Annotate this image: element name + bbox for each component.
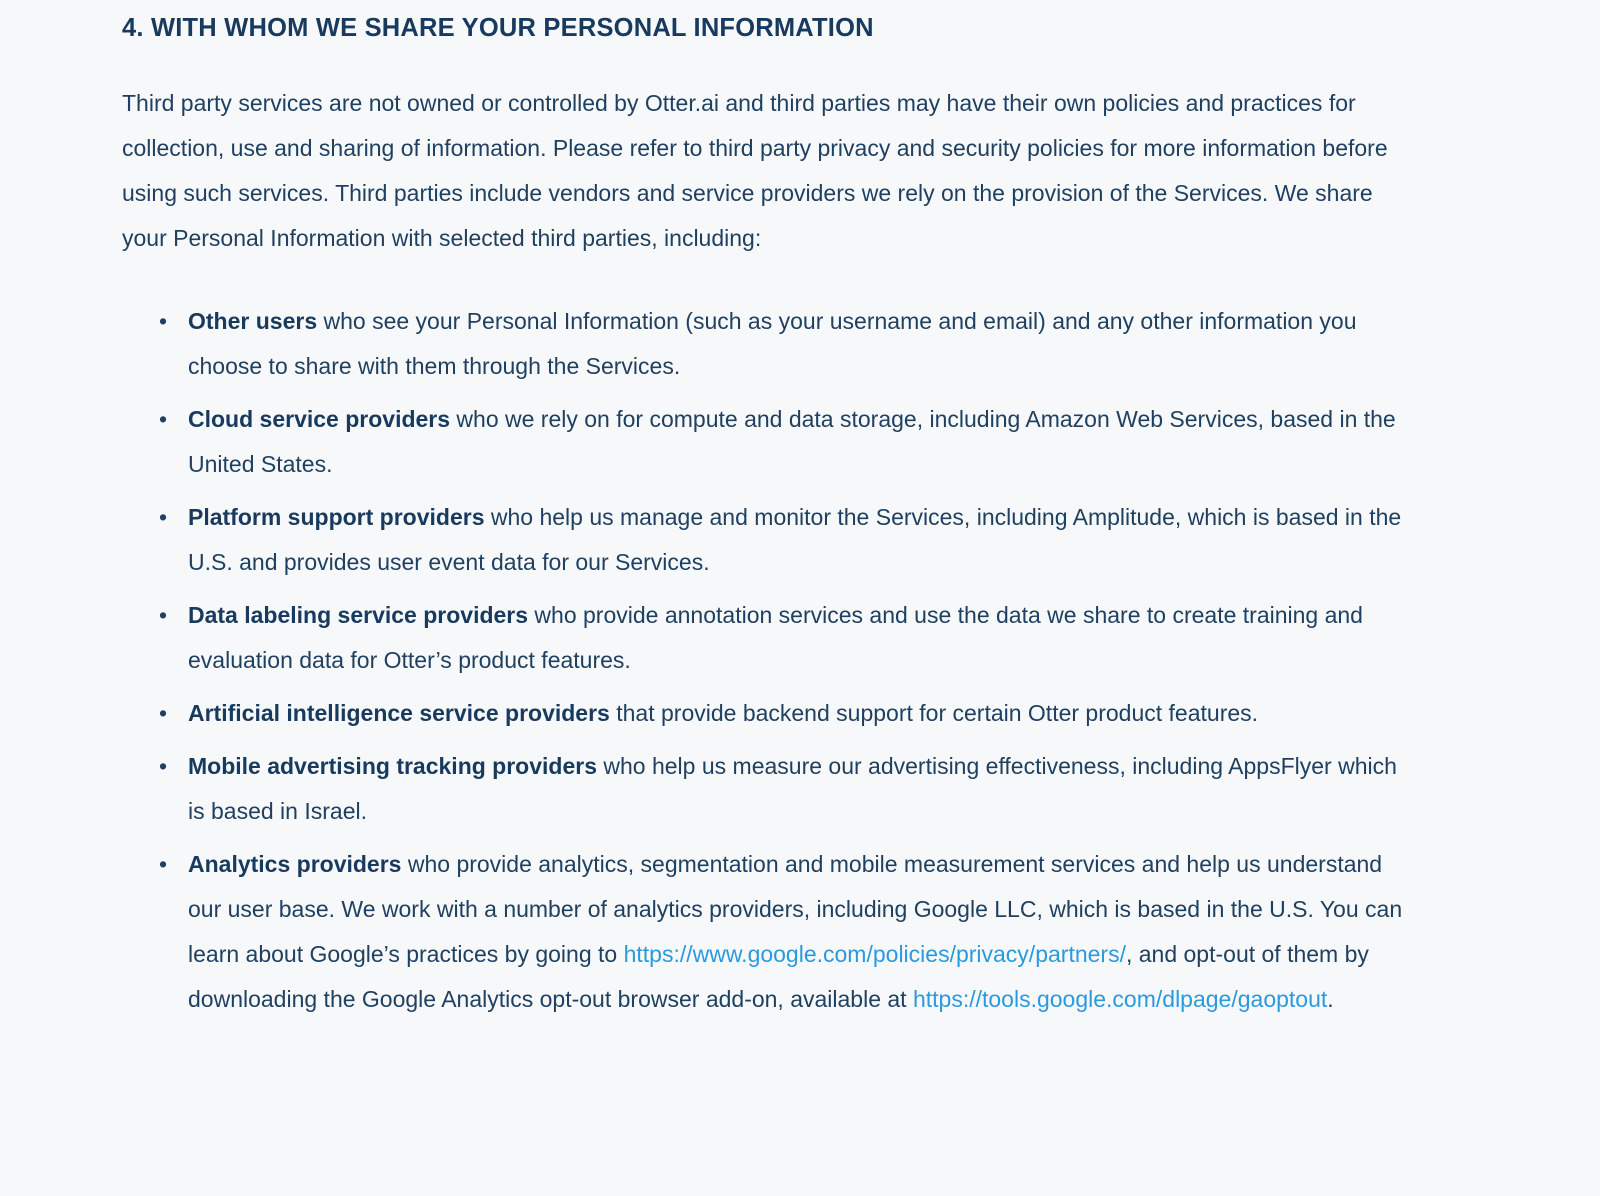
list-item-text: who provide analytics, segmentation and mobile measurement services and help us understand our user base. We work with a number of analytics providers, including Google LLC, which is based in the U.S. You can learn about Google’s practices by going to: [188, 851, 1403, 968]
list-item-text: who provide annotation services and use the data we share to create training and evaluation data for Otter’s product features.: [188, 602, 1363, 674]
list-item: [188, 744, 1418, 834]
google-analytics-optout-link[interactable]: https://tools.google.com/dlpage/gaoptout: [912, 986, 1328, 1013]
list-item: [188, 299, 1418, 389]
list-item-lead: Analytics providers: [188, 851, 402, 878]
list-item: [188, 495, 1418, 585]
list-item-text: who see your Personal Information (such as your username and email) and any other information you choose to share with them through the Services.: [188, 308, 1357, 380]
list-item-text: who help us manage and monitor the Services, including Amplitude, which is based in the U.S. and provides user event data for our Services.: [188, 504, 1402, 576]
list-item: [188, 691, 1418, 736]
list-item-lead: Platform support providers: [188, 504, 485, 531]
section-intro-paragraph: Third party services are not owned or controlled by Otter.ai and third parties may have their own policies and practices for collection, use and sharing of information. Please refer to third party privacy and security policies for more information before using such services. Third parties include vendors and service providers we rely on the provision of the Services. We share your Personal Information with selected third parties, including:: [122, 90, 1388, 252]
list-item: [188, 397, 1418, 487]
list-item-text: .: [1327, 986, 1334, 1013]
list-item-text: that provide backend support for certain Otter product features.: [609, 700, 1259, 727]
list-item-text: who we rely on for compute and data storage, including Amazon Web Services, based in the United States.: [188, 406, 1396, 478]
list-item-text: , and opt-out of them by downloading the Google Analytics opt-out browser add-on, available at: [188, 941, 1369, 1013]
list-item-lead: Data labeling service providers: [188, 602, 529, 629]
google-privacy-partners-link[interactable]: https://www.google.com/policies/privacy/partners/: [623, 941, 1126, 968]
third-party-list: [122, 299, 1480, 1022]
list-item: [188, 842, 1418, 1022]
list-item-lead: Artificial intelligence service providers: [188, 700, 610, 727]
list-item-lead: Other users: [188, 308, 318, 335]
list-item-lead: Cloud service providers: [188, 406, 451, 433]
list-item-text: who help us measure our advertising effectiveness, including AppsFlyer which is based in Israel.: [188, 753, 1397, 825]
list-item: [188, 593, 1418, 683]
list-item-lead: Mobile advertising tracking providers: [188, 753, 597, 780]
section-heading: 4. WITH WHOM WE SHARE YOUR PERSONAL INFORMATION: [122, 14, 874, 42]
